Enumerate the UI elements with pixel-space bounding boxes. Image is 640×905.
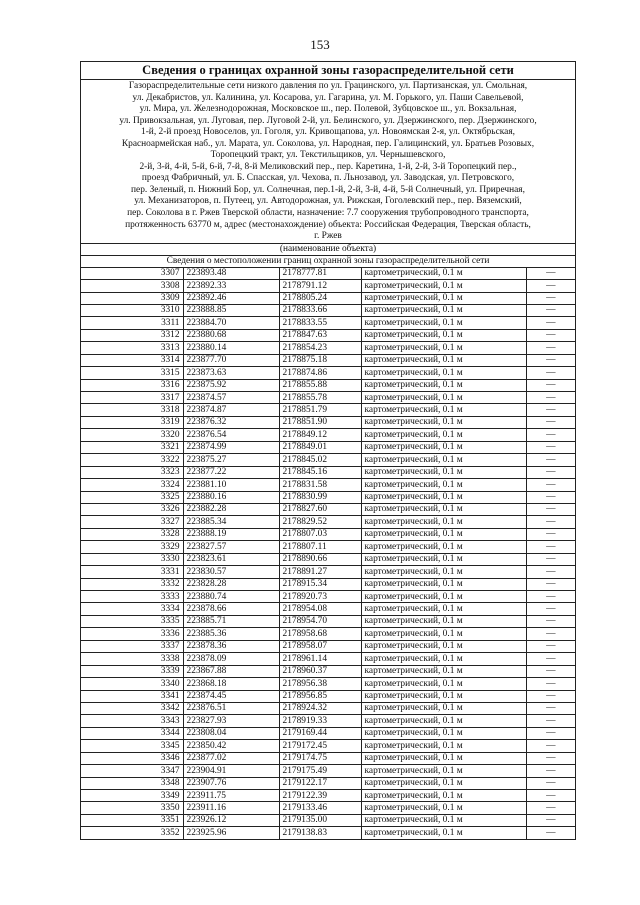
table-row [81,752,575,764]
x-coordinate-cell: 223925.96 [183,827,279,839]
y-coordinate-cell: 2178845.02 [279,454,361,466]
method-cell: картометрический, 0.1 м [361,628,526,640]
description-cell: — [526,516,575,528]
y-coordinate-cell: 2179133.46 [279,802,361,814]
table-row [81,678,575,690]
point-number-cell: 3345 [81,740,183,752]
method-cell: картометрический, 0.1 м [361,528,526,540]
method-cell: картометрический, 0.1 м [361,479,526,491]
description-line: пер. Зеленый, п. Нижний Бор, ул. Солнечная, пер.1-й, 2-й, 3-й, 4-й, 5-й Солнечный, ул. Приречная, [131,184,525,195]
x-coordinate-cell: 223885.34 [183,516,279,528]
description-cell: — [526,553,575,565]
description-line: проезд Фабричный, ул. Б. Спасская, ул. Чехова, п. Льнозавод, ул. Заводская, ул. Петровского, [141,173,515,184]
y-coordinate-cell: 2178831.58 [279,479,361,491]
x-coordinate-cell: 223926.12 [183,814,279,826]
point-number-cell: 3337 [81,640,183,652]
method-cell: картометрический, 0.1 м [361,814,526,826]
method-cell: картометрический, 0.1 м [361,702,526,714]
table-row [81,591,575,603]
x-coordinate-cell: 223877.22 [183,466,279,478]
table-row [81,740,575,752]
description-cell: — [526,379,575,391]
point-number-cell: 3318 [81,404,183,416]
table-row [81,615,575,627]
method-cell: картометрический, 0.1 м [361,516,526,528]
description-cell: — [526,479,575,491]
point-number-cell: 3343 [81,715,183,727]
point-number-cell: 3324 [81,479,183,491]
point-number-cell: 3329 [81,541,183,553]
description-cell: — [526,727,575,739]
method-cell: картометрический, 0.1 м [361,292,526,304]
point-number-cell: 3344 [81,727,183,739]
method-cell: картометрический, 0.1 м [361,541,526,553]
x-coordinate-cell: 223874.99 [183,441,279,453]
x-coordinate-cell: 223892.33 [183,280,279,292]
description-cell: — [526,491,575,503]
x-coordinate-cell: 223888.85 [183,304,279,316]
y-coordinate-cell: 2178958.07 [279,640,361,652]
method-cell: картометрический, 0.1 м [361,317,526,329]
description-line: 1-й, 2-й проезд Новоселов, ул. Гоголя, ул. Кривощапова, ул. Новоямская 2-я, ул. Октябрьская, [141,127,515,138]
section-title: Сведения о местоположении границ охранной зоны газораспределительной сети [81,256,575,268]
x-coordinate-cell: 223823.61 [183,553,279,565]
x-coordinate-cell: 223827.93 [183,715,279,727]
table-row [81,541,575,553]
table-row [81,367,575,379]
x-coordinate-cell: 223880.16 [183,491,279,503]
method-cell: картометрический, 0.1 м [361,777,526,789]
x-coordinate-cell: 223877.70 [183,354,279,366]
x-coordinate-cell: 223877.02 [183,752,279,764]
x-coordinate-cell: 223893.48 [183,268,279,280]
y-coordinate-cell: 2178915.34 [279,578,361,590]
point-number-cell: 3325 [81,491,183,503]
x-coordinate-cell: 223878.09 [183,653,279,665]
table-row [81,342,575,354]
table-row [81,665,575,677]
x-coordinate-cell: 223874.45 [183,690,279,702]
description-cell: — [526,392,575,404]
table-row [81,479,575,491]
method-cell: картометрический, 0.1 м [361,379,526,391]
method-cell: картометрический, 0.1 м [361,603,526,615]
description-cell: — [526,503,575,515]
y-coordinate-cell: 2178849.01 [279,441,361,453]
x-coordinate-cell: 223882.28 [183,503,279,515]
object-description [81,80,575,244]
description-line: Красноармейская наб., ул. Марата, ул. Соколова, ул. Народная, пер. Галицинский, ул. Братьев Розовых, [121,138,535,149]
method-cell: картометрический, 0.1 м [361,615,526,627]
method-cell: картометрический, 0.1 м [361,665,526,677]
description-line: 2-й, 3-й, 4-й, 5-й, 6-й, 7-й, 8-й Меликовский пер., пер. Каретина, 1-й, 2-й, 3-й Торопецкий пер., [139,161,517,172]
point-number-cell: 3326 [81,503,183,515]
method-cell: картометрический, 0.1 м [361,280,526,292]
x-coordinate-cell: 223911.75 [183,790,279,802]
description-cell: — [526,628,575,640]
table-row [81,690,575,702]
y-coordinate-cell: 2179122.39 [279,790,361,802]
y-coordinate-cell: 2178890.66 [279,553,361,565]
table-row [81,566,575,578]
method-cell: картометрический, 0.1 м [361,640,526,652]
y-coordinate-cell: 2178807.03 [279,528,361,540]
y-coordinate-cell: 2178845.16 [279,466,361,478]
table-row [81,280,575,292]
method-cell: картометрический, 0.1 м [361,591,526,603]
table-row [81,454,575,466]
description-cell: — [526,777,575,789]
x-coordinate-cell: 223875.27 [183,454,279,466]
x-coordinate-cell: 223892.46 [183,292,279,304]
method-cell: картометрический, 0.1 м [361,404,526,416]
method-cell: картометрический, 0.1 м [361,715,526,727]
method-cell: картометрический, 0.1 м [361,790,526,802]
zone-boundary-document [80,61,576,840]
object-name-caption: (наименование объекта) [81,244,575,256]
y-coordinate-cell: 2178954.08 [279,603,361,615]
y-coordinate-cell: 2179169.44 [279,727,361,739]
y-coordinate-cell: 2179138.83 [279,827,361,839]
description-cell: — [526,653,575,665]
description-cell: — [526,528,575,540]
x-coordinate-cell: 223884.70 [183,317,279,329]
y-coordinate-cell: 2178854.23 [279,342,361,354]
description-line: г. Ржев [314,231,342,242]
description-cell: — [526,702,575,714]
point-number-cell: 3328 [81,528,183,540]
y-coordinate-cell: 2178830.99 [279,491,361,503]
table-row [81,516,575,528]
description-cell: — [526,416,575,428]
method-cell: картометрический, 0.1 м [361,653,526,665]
point-number-cell: 3335 [81,615,183,627]
y-coordinate-cell: 2178851.90 [279,416,361,428]
table-row [81,802,575,814]
description-cell: — [526,541,575,553]
description-line: ул. Механизаторов, п. Путеец, ул. Автодорожная, ул. Рижская, Гоголевский пер., пер. Вяземский, [134,196,522,207]
description-line: протяженность 63770 м, адрес (местонахождение) объекта: Российская Федерация, Тверская область, [125,219,531,230]
description-cell: — [526,329,575,341]
table-row [81,491,575,503]
method-cell: картометрический, 0.1 м [361,429,526,441]
description-cell: — [526,765,575,777]
point-number-cell: 3334 [81,603,183,615]
table-row [81,416,575,428]
y-coordinate-cell: 2178833.55 [279,317,361,329]
method-cell: картометрический, 0.1 м [361,491,526,503]
table-row [81,578,575,590]
method-cell: картометрический, 0.1 м [361,416,526,428]
description-cell: — [526,690,575,702]
point-number-cell: 3327 [81,516,183,528]
y-coordinate-cell: 2178920.73 [279,591,361,603]
x-coordinate-cell: 223828.28 [183,578,279,590]
x-coordinate-cell: 223880.68 [183,329,279,341]
table-row [81,827,575,839]
point-number-cell: 3341 [81,690,183,702]
x-coordinate-cell: 223885.71 [183,615,279,627]
point-number-cell: 3339 [81,665,183,677]
point-number-cell: 3338 [81,653,183,665]
point-number-cell: 3349 [81,790,183,802]
description-cell: — [526,342,575,354]
y-coordinate-cell: 2178829.52 [279,516,361,528]
point-number-cell: 3321 [81,441,183,453]
table-row [81,628,575,640]
description-cell: — [526,268,575,280]
point-number-cell: 3336 [81,628,183,640]
description-line: Газораспределительные сети низкого давления по ул. Грацинского, ул. Партизанская, ул. Смольная, [128,81,528,91]
table-row [81,317,575,329]
description-line: пер. Соколова в г. Ржев Тверской области, назначение: 7.7 сооружения трубопроводного транспорта, [127,208,529,219]
x-coordinate-cell: 223907.76 [183,777,279,789]
description-cell: — [526,292,575,304]
description-cell: — [526,566,575,578]
table-row [81,441,575,453]
y-coordinate-cell: 2179122.17 [279,777,361,789]
table-row [81,715,575,727]
y-coordinate-cell: 2179135.00 [279,814,361,826]
description-line: Торопецкий тракт, ул. Текстильщиков, ул. Чернышевского, [210,150,446,161]
point-number-cell: 3346 [81,752,183,764]
point-number-cell: 3320 [81,429,183,441]
y-coordinate-cell: 2179175.49 [279,765,361,777]
y-coordinate-cell: 2178891.27 [279,566,361,578]
table-row [81,268,575,280]
point-number-cell: 3351 [81,814,183,826]
description-cell: — [526,466,575,478]
table-row [81,640,575,652]
y-coordinate-cell: 2178875.18 [279,354,361,366]
method-cell: картометрический, 0.1 м [361,802,526,814]
method-cell: картометрический, 0.1 м [361,740,526,752]
point-number-cell: 3308 [81,280,183,292]
method-cell: картометрический, 0.1 м [361,268,526,280]
description-cell: — [526,429,575,441]
document-title: Сведения о границах охранной зоны газораспределительной сети [81,62,575,80]
x-coordinate-cell: 223885.36 [183,628,279,640]
description-cell: — [526,454,575,466]
point-number-cell: 3314 [81,354,183,366]
x-coordinate-cell: 223874.87 [183,404,279,416]
method-cell: картометрический, 0.1 м [361,553,526,565]
table-row [81,777,575,789]
table-row [81,466,575,478]
point-number-cell: 3331 [81,566,183,578]
x-coordinate-cell: 223875.92 [183,379,279,391]
description-cell: — [526,354,575,366]
method-cell: картометрический, 0.1 м [361,765,526,777]
x-coordinate-cell: 223876.54 [183,429,279,441]
point-number-cell: 3312 [81,329,183,341]
method-cell: картометрический, 0.1 м [361,329,526,341]
x-coordinate-cell: 223874.57 [183,392,279,404]
x-coordinate-cell: 223878.36 [183,640,279,652]
point-number-cell: 3311 [81,317,183,329]
y-coordinate-cell: 2178791.12 [279,280,361,292]
point-number-cell: 3317 [81,392,183,404]
x-coordinate-cell: 223888.19 [183,528,279,540]
table-row [81,379,575,391]
point-number-cell: 3330 [81,553,183,565]
y-coordinate-cell: 2179172.45 [279,740,361,752]
y-coordinate-cell: 2178924.32 [279,702,361,714]
y-coordinate-cell: 2178805.24 [279,292,361,304]
point-number-cell: 3333 [81,591,183,603]
table-row [81,404,575,416]
description-cell: — [546,827,556,838]
method-cell: картометрический, 0.1 м [361,441,526,453]
point-number-cell: 3307 [81,268,183,280]
description-cell: — [526,591,575,603]
table-row [81,727,575,739]
table-row [81,553,575,565]
point-number-cell: 3319 [81,416,183,428]
description-cell: — [526,665,575,677]
y-coordinate-cell: 2178851.79 [279,404,361,416]
point-number-cell: 3347 [81,765,183,777]
description-cell: — [526,280,575,292]
point-number-cell: 3309 [81,292,183,304]
method-cell: картометрический, 0.1 м [361,367,526,379]
point-number-cell: 3340 [81,678,183,690]
table-row [81,392,575,404]
method-cell: картометрический, 0.1 м [361,354,526,366]
y-coordinate-cell: 2178954.70 [279,615,361,627]
description-cell: — [526,814,575,826]
y-coordinate-cell: 2178827.60 [279,503,361,515]
table-row [81,354,575,366]
coordinates-table [81,268,575,839]
method-cell: картометрический, 0.1 м [361,566,526,578]
x-coordinate-cell: 223850.42 [183,740,279,752]
description-cell: — [526,317,575,329]
y-coordinate-cell: 2178849.12 [279,429,361,441]
x-coordinate-cell: 223867.88 [183,665,279,677]
method-cell: картометрический, 0.1 м [361,342,526,354]
description-cell: — [526,615,575,627]
y-coordinate-cell: 2178960.37 [279,665,361,677]
y-coordinate-cell: 2178956.38 [279,678,361,690]
description-cell: — [526,578,575,590]
table-row [81,653,575,665]
description-cell: — [526,715,575,727]
page-number: 153 [310,37,330,52]
description-cell: — [526,603,575,615]
table-row [81,702,575,714]
description-cell: — [526,640,575,652]
description-cell: — [526,740,575,752]
x-coordinate-cell: 223880.74 [183,591,279,603]
method-cell: картометрический, 0.1 м [361,752,526,764]
method-cell: картометрический, 0.1 м [361,678,526,690]
point-number-cell: 3352 [81,827,183,839]
method-cell: картометрический, 0.1 м [361,392,526,404]
method-cell: картометрический, 0.1 м [361,466,526,478]
description-cell: — [526,678,575,690]
point-number-cell: 3316 [81,379,183,391]
y-coordinate-cell: 2178855.88 [279,379,361,391]
x-coordinate-cell: 223868.18 [183,678,279,690]
y-coordinate-cell: 2178833.66 [279,304,361,316]
point-number-cell: 3322 [81,454,183,466]
point-number-cell: 3310 [81,304,183,316]
method-cell: картометрический, 0.1 м [361,727,526,739]
description-cell: — [526,367,575,379]
y-coordinate-cell: 2178777.81 [279,268,361,280]
point-number-cell: 3350 [81,802,183,814]
description-line: ул. Привокзальная, ул. Луговая, пер. Луговой 2-й, ул. Белинского, ул. Дзержинского, пер. Дзержинского, [119,115,537,126]
x-coordinate-cell: 223830.57 [183,566,279,578]
y-coordinate-cell: 2178807.11 [279,541,361,553]
table-row [81,329,575,341]
table-row [81,429,575,441]
y-coordinate-cell: 2179174.75 [279,752,361,764]
table-row [81,790,575,802]
y-coordinate-cell: 2178874.86 [279,367,361,379]
x-coordinate-cell: 223911.16 [183,802,279,814]
table-row [81,503,575,515]
point-number-cell: 3315 [81,367,183,379]
y-coordinate-cell: 2178847.63 [279,329,361,341]
x-coordinate-cell: 223904.91 [183,765,279,777]
table-row [81,814,575,826]
point-number-cell: 3332 [81,578,183,590]
method-cell: картометрический, 0.1 м [361,503,526,515]
x-coordinate-cell: 223881.10 [183,479,279,491]
y-coordinate-cell: 2178958.68 [279,628,361,640]
y-coordinate-cell: 2178855.78 [279,392,361,404]
point-number-cell: 3342 [81,702,183,714]
table-row [81,528,575,540]
point-number-cell: 3313 [81,342,183,354]
y-coordinate-cell: 2178919.33 [279,715,361,727]
description-cell: — [526,304,575,316]
description-cell: — [526,802,575,814]
description-cell: — [526,404,575,416]
method-cell: картометрический, 0.1 м [361,578,526,590]
x-coordinate-cell: 223808.04 [183,727,279,739]
method-cell: картометрический, 0.1 м [361,304,526,316]
table-row [81,292,575,304]
x-coordinate-cell: 223827.57 [183,541,279,553]
description-cell: — [526,790,575,802]
description-cell: — [526,441,575,453]
method-cell: картометрический, 0.1 м [361,827,526,839]
x-coordinate-cell: 223880.14 [183,342,279,354]
table-row [81,304,575,316]
description-cell: — [526,752,575,764]
x-coordinate-cell: 223878.66 [183,603,279,615]
point-number-cell: 3323 [81,466,183,478]
x-coordinate-cell: 223873.63 [183,367,279,379]
x-coordinate-cell: 223876.32 [183,416,279,428]
method-cell: картометрический, 0.1 м [361,454,526,466]
point-number-cell: 3348 [81,777,183,789]
description-line: ул. Мира, ул. Железнодорожная, Московское ш., пер. Полевой, Зубцовское ш., ул. Вокзальная, [139,104,517,115]
table-row [81,603,575,615]
method-cell: картометрический, 0.1 м [361,690,526,702]
table-row [81,765,575,777]
y-coordinate-cell: 2178961.14 [279,653,361,665]
x-coordinate-cell: 223876.51 [183,702,279,714]
y-coordinate-cell: 2178956.85 [279,690,361,702]
description-line: ул. Декабристов, ул. Калинина, ул. Косарова, ул. Гагарина, ул. М. Горького, ул. Паши Савельевой, [132,92,524,103]
